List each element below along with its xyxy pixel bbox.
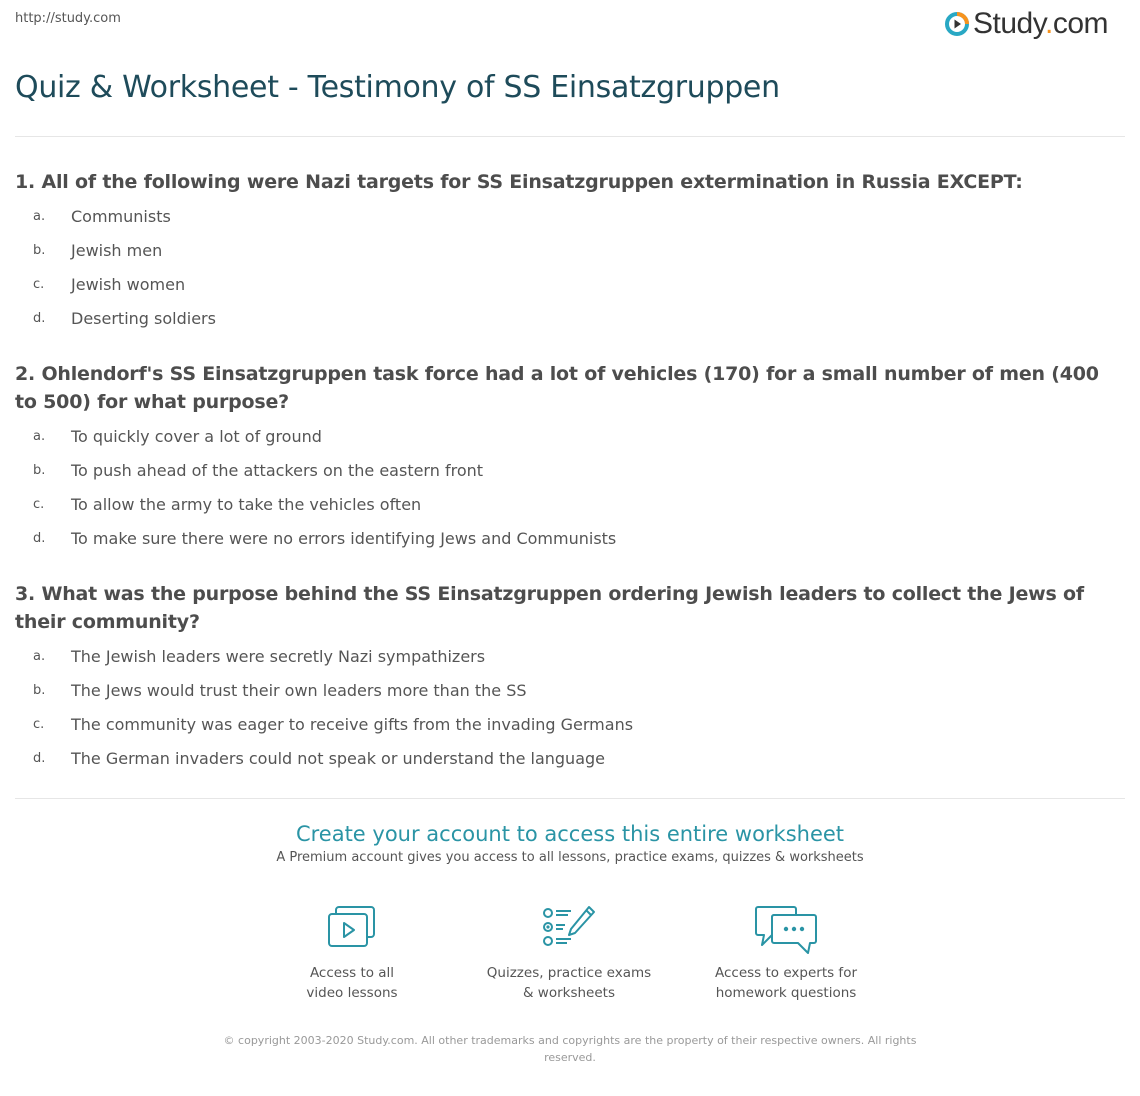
option-text: Jewish men (71, 240, 163, 260)
option-letter: a. (33, 208, 46, 224)
option-c (15, 267, 1125, 301)
option-letter: b. (33, 242, 46, 258)
question-2 (15, 360, 1125, 555)
option-letter: b. (33, 682, 46, 698)
option-text: To push ahead of the attackers on the eastern front (71, 460, 484, 480)
option-text: Jewish women (71, 274, 186, 294)
option-letter: d. (33, 530, 46, 546)
divider (15, 798, 1125, 799)
option-text: The Jewish leaders were secretly Nazi sympathizers (71, 646, 486, 666)
option-d (15, 741, 1125, 775)
option-b (15, 233, 1125, 267)
cta-title-link[interactable]: Create your account to access this entire worksheet (295, 822, 845, 846)
logo-name: Study (973, 7, 1045, 40)
option-b (15, 673, 1125, 707)
feature-video-lessons (252, 905, 452, 1003)
play-circle-logo-icon (944, 11, 970, 37)
question-text: 1. All of the following were Nazi targets for SS Einsatzgruppen extermination in Russia EXCEPT: (15, 171, 1023, 193)
option-text: The Jews would trust their own leaders more than the SS (71, 680, 527, 700)
option-a (15, 419, 1125, 453)
option-c (15, 487, 1125, 521)
option-text: To make sure there were no errors identifying Jews and Communists (71, 528, 617, 548)
option-letter: d. (33, 750, 46, 766)
study-logo[interactable] (944, 8, 1108, 40)
feature-quizzes (469, 905, 669, 1003)
option-text: Communists (71, 206, 171, 226)
source-url: http://study.com (15, 11, 121, 26)
option-text: Deserting soldiers (71, 308, 216, 328)
question-text: 3. What was the purpose behind the SS Einsatzgruppen ordering Jewish leaders to collect the Jews of their community? (15, 583, 1084, 633)
option-letter: c. (33, 276, 45, 292)
divider (15, 136, 1125, 137)
feature-label-line2: homework questions (715, 985, 857, 1001)
option-d (15, 301, 1125, 335)
copyright-footer: © copyright 2003-2020 Study.com. All other trademarks and copyrights are the property of their respective owners. All rights reserved. (223, 1034, 917, 1064)
video-lessons-icon (326, 905, 378, 949)
option-letter: a. (33, 648, 46, 664)
feature-label-line2: & worksheets (522, 985, 615, 1001)
option-letter: a. (33, 428, 46, 444)
option-d (15, 521, 1125, 555)
logo-wordmark (973, 8, 1108, 40)
option-text: To quickly cover a lot of ground (71, 426, 322, 446)
option-b (15, 453, 1125, 487)
page-title: Quiz & Worksheet - Testimony of SS Einsatzgruppen (15, 70, 780, 105)
quiz-checklist-icon (541, 905, 597, 949)
option-a (15, 199, 1125, 233)
option-text: The community was eager to receive gifts from the invading Germans (71, 714, 634, 734)
feature-experts (686, 905, 886, 1003)
option-text: The German invaders could not speak or understand the language (71, 748, 605, 768)
question-3 (15, 580, 1125, 775)
option-c (15, 707, 1125, 741)
option-text: To allow the army to take the vehicles often (71, 494, 422, 514)
cta-subtitle: A Premium account gives you access to all lessons, practice exams, quizzes & worksheets (276, 850, 864, 865)
option-letter: c. (33, 716, 45, 732)
question-text: 2. Ohlendorf's SS Einsatzgruppen task force had a lot of vehicles (170) for a small number of men (400 to 500) for what purpose? (15, 363, 1099, 413)
option-letter: d. (33, 310, 46, 326)
feature-label-line1: Quizzes, practice exams (486, 965, 652, 981)
logo-dot: . (1045, 7, 1053, 40)
chat-bubbles-icon (754, 905, 818, 955)
feature-label-line1: Access to all (309, 965, 395, 981)
option-letter: c. (33, 496, 45, 512)
signup-cta (0, 822, 1140, 865)
feature-label-line2: video lessons (306, 985, 398, 1001)
option-letter: b. (33, 462, 46, 478)
feature-label-line1: Access to experts for (714, 965, 857, 981)
logo-suffix: com (1052, 7, 1109, 40)
question-1 (15, 168, 1125, 335)
option-a (15, 639, 1125, 673)
